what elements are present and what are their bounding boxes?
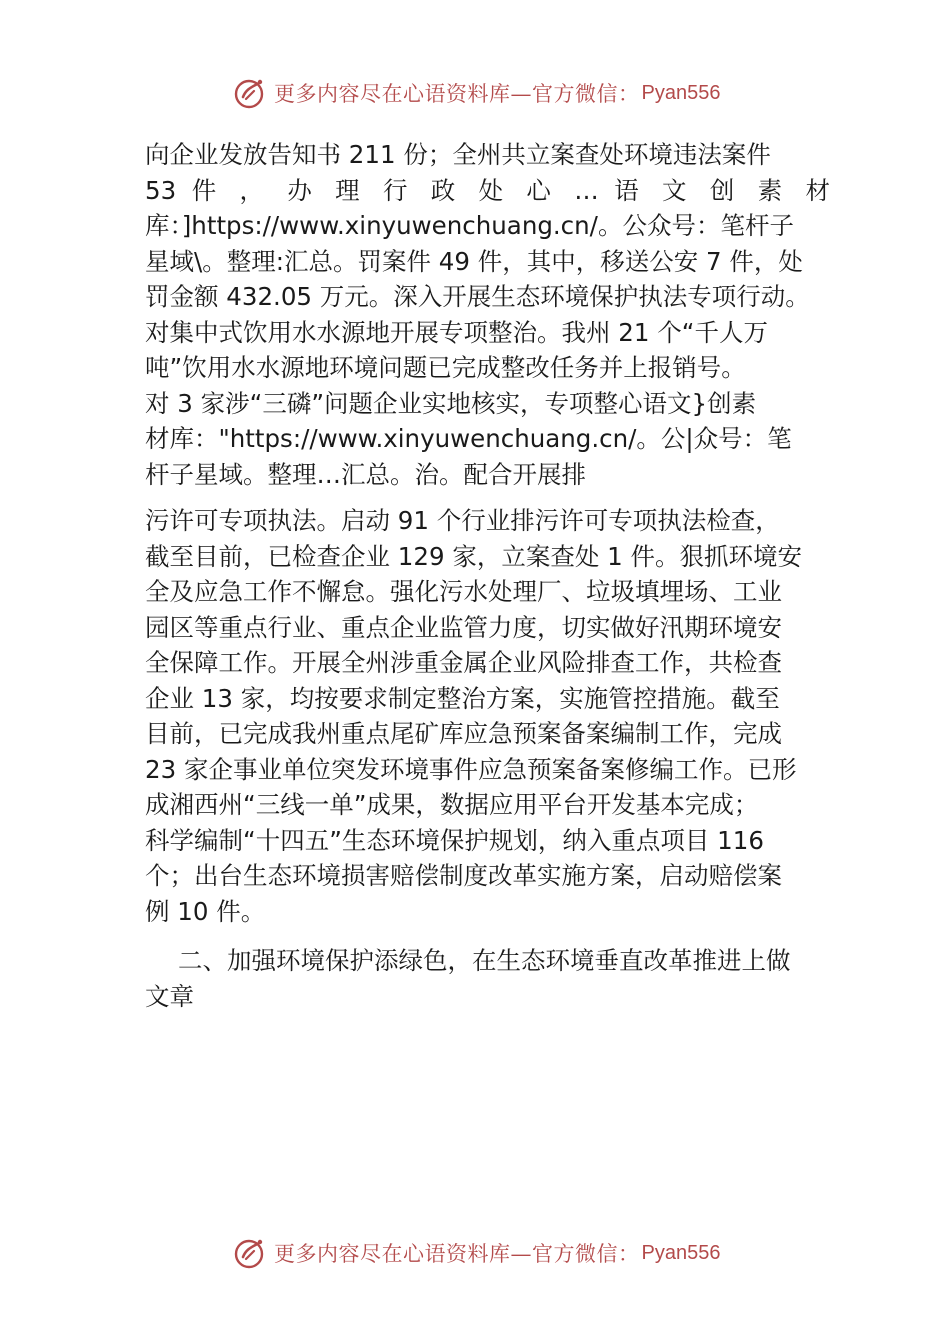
text-line: 成湘西州“三线一单”成果，数据应用平台开发基本完成； [145, 790, 759, 819]
brand-logo-icon [232, 75, 268, 111]
text-line: 星域\。整理:汇总。罚案件 49 件，其中，移送公安 7 件，处 [145, 246, 803, 276]
text-line: 杆子星域。整理…汇总。治。配合开展排 [145, 459, 586, 489]
text-line: 吨”饮用水水源地环境问题已完成整改任务并上报销号。 [145, 353, 746, 382]
header-banner [232, 73, 720, 113]
text-line: 园区等重点行业、重点企业监管力度，切实做好汛期环境安 [145, 612, 782, 642]
text-line: 对集中式饮用水水源地开展专项整治。我州 21 个“千人万 [145, 317, 768, 347]
text-line: 目前，已完成我州重点尾矿库应急预案备案编制工作，完成 [145, 719, 782, 748]
text-line: 科学编制“十四五”生态环境保护规划，纳入重点项目 116 [145, 825, 764, 855]
heading-line: 文章 [145, 981, 194, 1011]
heading-line: 二、加强环境保护添绿色，在生态环境垂直改革推进上做 [178, 946, 791, 975]
paragraph-1 [145, 137, 830, 492]
section-heading [145, 943, 830, 1014]
text-line: 53 件 ， 办 理 行 政 处 心 … 语 文 创 素 材 [145, 175, 830, 205]
text-line: 23 家企事业单位突发环境事件应急预案备案修编工作。已形 [145, 754, 797, 784]
text-line: 企业 13 家，均按要求制定整治方案，实施管控措施。截至 [145, 683, 780, 713]
text-line: 个；出台生态环境损害赔偿制度改革实施方案，启动赔偿案 [145, 861, 782, 890]
text-line: 对 3 家涉“三磷”问题企业实地核实，专项整心语文}创素 [145, 388, 757, 418]
text-line: 材库："https://www.xinyuwenchuang.cn/。公|众号：笔 [145, 424, 792, 453]
paragraph-2 [145, 503, 830, 929]
text-line: 例 10 件。 [145, 896, 266, 926]
text-line: 向企业发放告知书 211 份；全州共立案查处环境违法案件 [145, 140, 771, 169]
text-line: 截至目前，已检查企业 129 家，立案查处 1 件。狠抓环境安 [145, 541, 802, 571]
banner-text: 更多内容尽在心语资料库—官方微信： [274, 1242, 640, 1266]
banner-text: 更多内容尽在心语资料库—官方微信： [274, 82, 640, 106]
text-line: 罚金额 432.05 万元。深入开展生态环境保护执法专项行动。 [145, 282, 810, 311]
footer-banner [232, 1233, 720, 1273]
text-line: 全保障工作。开展全州涉重金属企业风险排查工作，共检查 [145, 648, 782, 677]
banner-wechat-id: Pyan556 [641, 1241, 721, 1264]
text-line: 库：]https://www.xinyuwenchuang.cn/。公众号：笔杆子 [145, 211, 794, 240]
text-line: 全及应急工作不懈怠。强化污水处理厂、垃圾填埋场、工业 [145, 577, 782, 606]
text-line: 污许可专项执法。启动 91 个行业排污许可专项执法检查， [145, 506, 780, 535]
brand-logo-icon [232, 1235, 268, 1271]
banner-wechat-id: Pyan556 [641, 81, 721, 104]
